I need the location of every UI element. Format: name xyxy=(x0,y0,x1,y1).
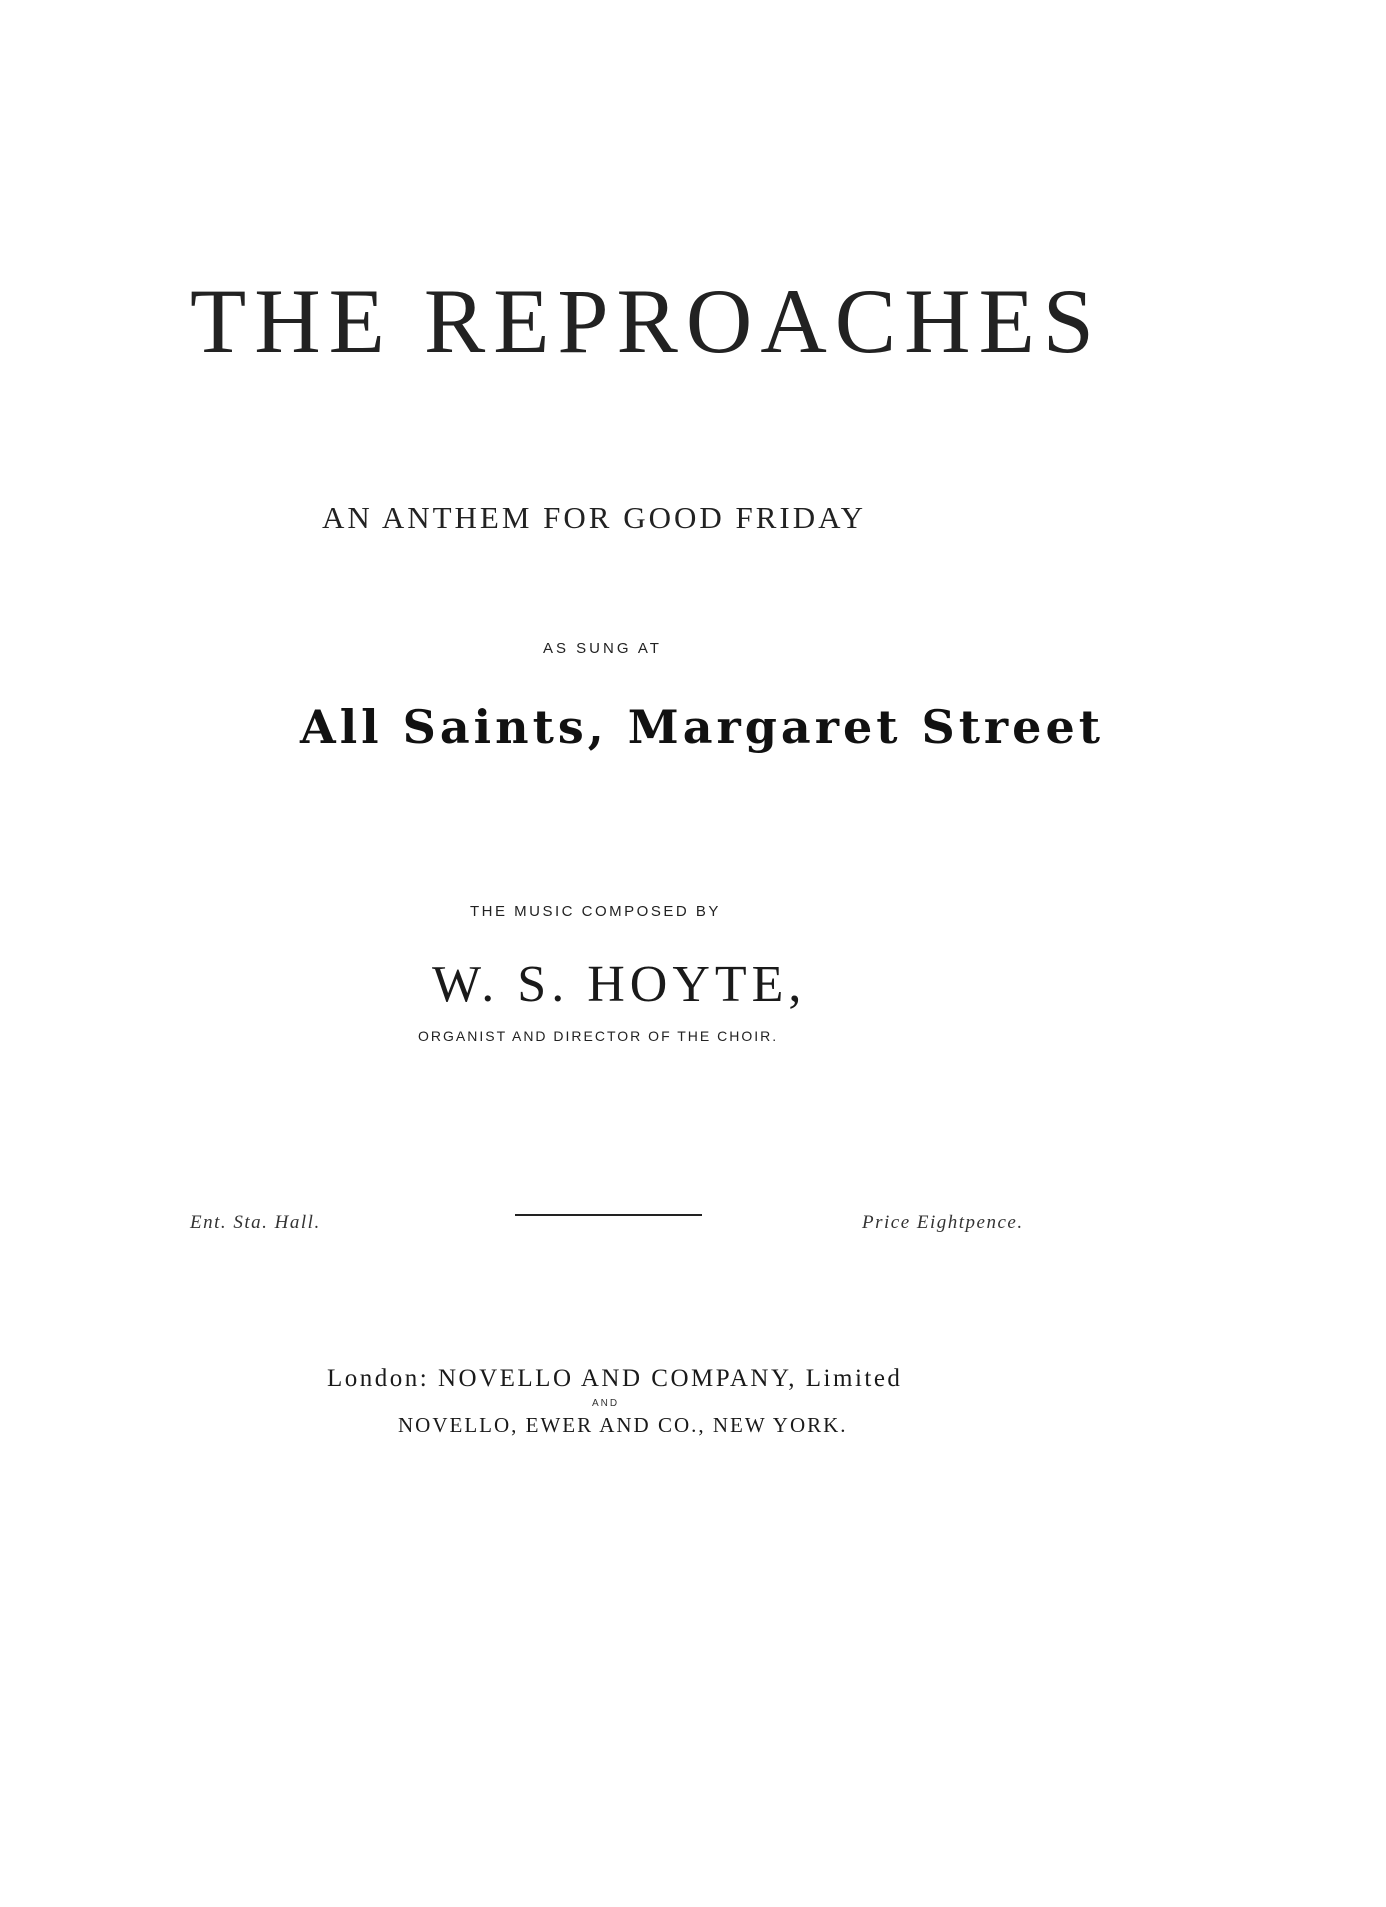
composer-name: W. S. HOYTE, xyxy=(432,956,807,1013)
church-name: All Saints, Margaret Street xyxy=(300,700,1104,754)
publisher-london: London: NOVELLO AND COMPANY, Limited xyxy=(327,1365,903,1392)
publisher-new-york: NOVELLO, EWER AND CO., NEW YORK. xyxy=(398,1413,848,1437)
publisher-and: AND xyxy=(592,1398,620,1409)
price-note: Price Eightpence. xyxy=(862,1212,1024,1233)
composed-by-label: THE MUSIC COMPOSED BY xyxy=(470,903,721,920)
composer-position: ORGANIST AND DIRECTOR OF THE CHOIR. xyxy=(418,1028,779,1044)
sung-at-label: AS SUNG AT xyxy=(543,640,662,657)
subtitle: AN ANTHEM FOR GOOD FRIDAY xyxy=(322,500,867,535)
stationers-hall-note: Ent. Sta. Hall. xyxy=(190,1212,321,1233)
divider-rule xyxy=(515,1214,702,1216)
page-title: THE REPROACHES xyxy=(190,270,1102,372)
